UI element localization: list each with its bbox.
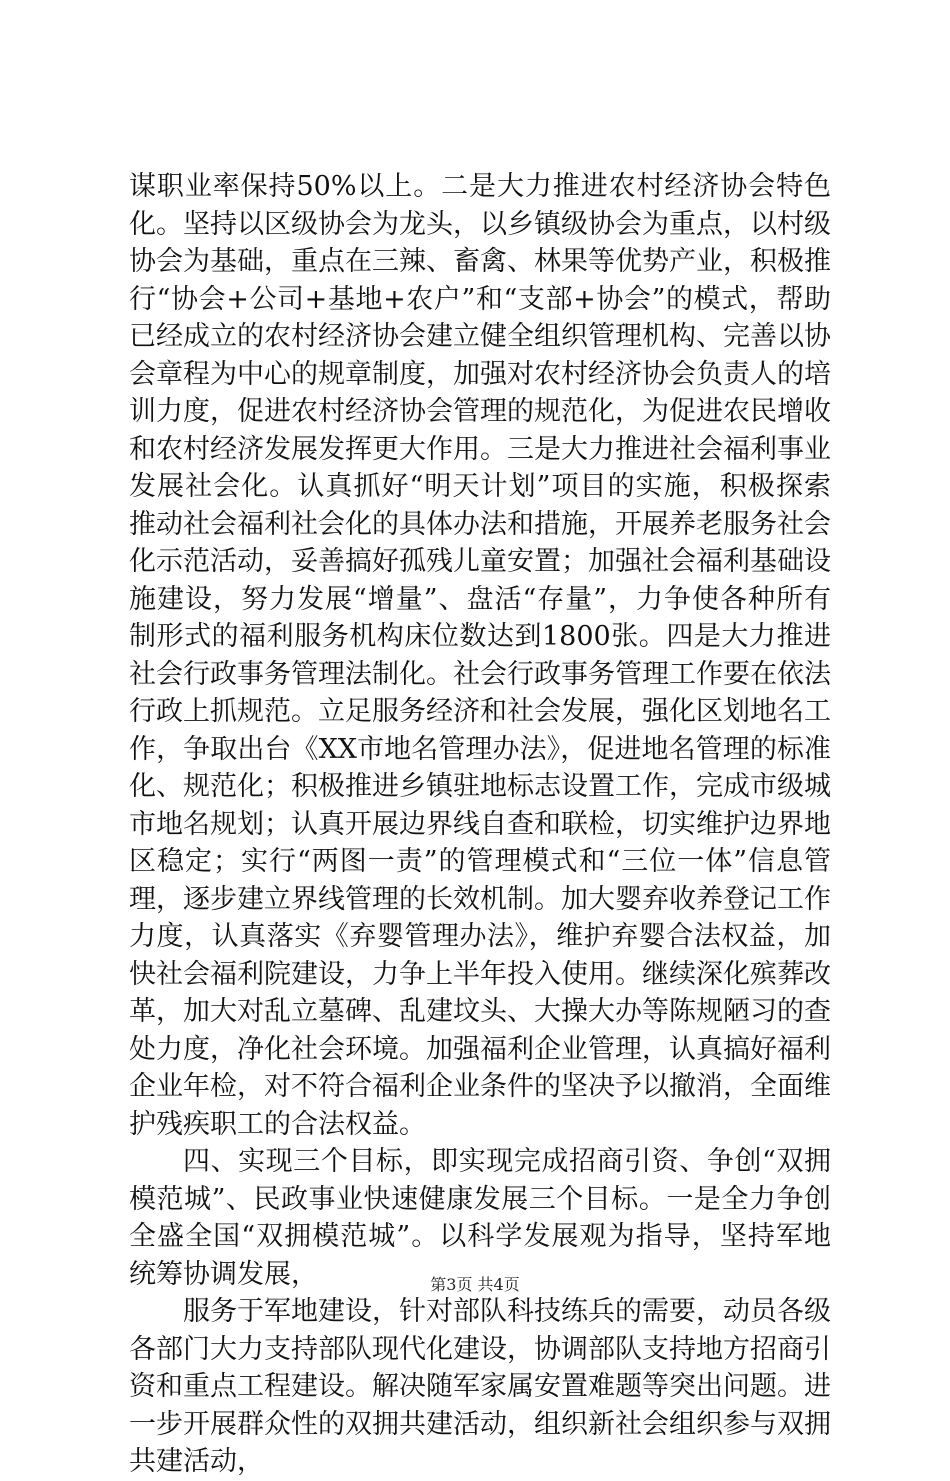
page-footer: 第3页 共4页	[430, 1275, 520, 1294]
paragraph-continued: 谋职业率保持50%以上。二是大力推进农村经济协会特色化。坚持以区级协会为龙头，以乡镇级协会为重点，以村级协会为基础，重点在三辣、畜禽、林果等优势产业，积极推行“协会+公司+基地+农户”和“支部+协会”的模式，帮助已经成立的农村经济协会建立健全组织管理机构、完善以协会章程为中心的规章制度，加强对农村经济协会负责人的培训力度，促进农村经济协会管理的规范化，为促进农民增收和农村经济发展发挥更大作用。三是大力推进社会福利事业发展社会化。认真抓好“明天计划”项目的实施，积极探索推动社会福利社会化的具体办法和措施，开展养老服务社会化示范活动，妥善搞好孤残儿童安置；加强社会福利基础设施建设，努力发展“增量”、盘活“存量”，力争使各种所有制形式的福利服务机构床位数达到1800张。四是大力推进社会行政事务管理法制化。社会行政事务管理工作要在依法行政上抓规范。立足服务经济和社会发展，强化区划地名工作，争取出台《XX市地名管理办法》，促进地名管理的标准化、规范化；积极推进乡镇驻地标志设置工作，完成市级城市地名规划；认真开展边界线自查和联检，切实维护边界地区稳定；实行“两图一责”的管理模式和“三位一体”信息管理，逐步建立界线管理的长效机制。加大婴弃收养登记工作力度，认真落实《弃婴管理办法》，维护弃婴合法权益，加快社会福利院建设，力争上半年投入使用。继续深化殡葬改革，加大对乱立墓碑、乱建坟头、大操大办等陈规陋习的查处力度，净化社会环境。加强福利企业管理，认真搞好福利企业年检，对不符合福利企业条件的坚决予以撤消，全面维护残疾职工的合法权益。	[129, 171, 831, 1140]
paragraph-goals: 四、实现三个目标，即实现完成招商引资、争创“双拥模范城”、民政事业快速健康发展三个目标。一是全力争创全盛全国“双拥模范城”。以科学发展观为指导，坚持军地统筹协调发展，	[129, 1146, 831, 1290]
paragraph-military: 服务于军地建设，针对部队科技练兵的需要，动员各级各部门大力支持部队现代化建设，协调部队支持地方招商引资和重点工程建设。解决随军家属安置难题等突出问题。进一步开展群众性的双拥共建活动，组织新社会组织参与双拥共建活动，	[129, 1296, 831, 1477]
